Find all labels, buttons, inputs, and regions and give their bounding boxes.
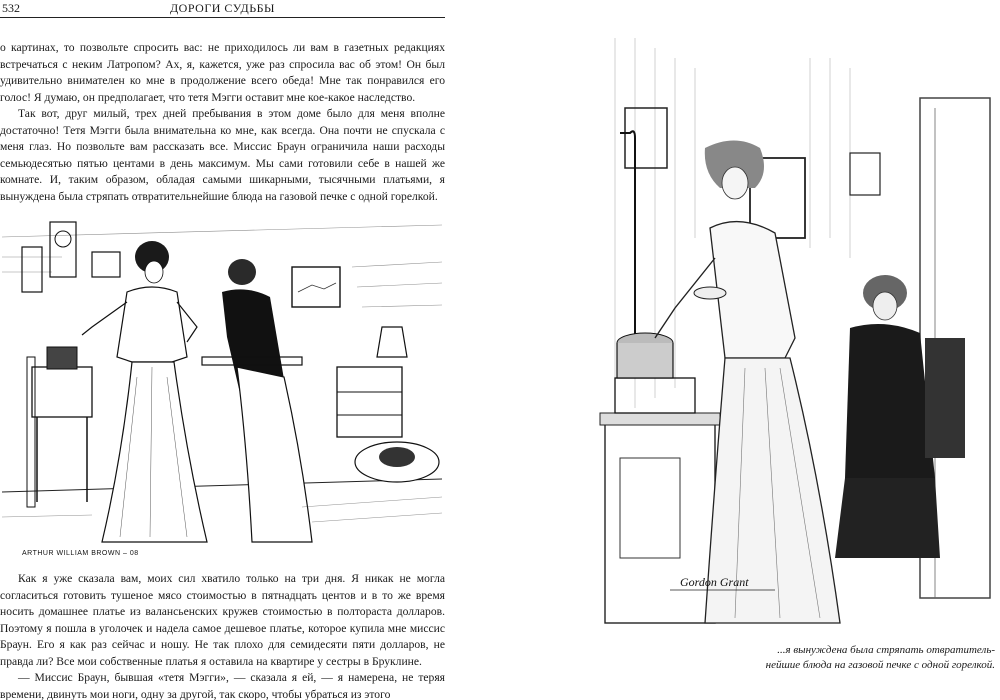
text-block-top: [0, 40, 445, 205]
illustration-signature: Gordon Grant: [680, 575, 749, 589]
paragraph: — Миссис Браун, бывшая «тетя Мэгги», — сказала я ей, — я намерена, не теряя времени, двинуть мои ноги, одну за другой, так скоро, чтобы убраться из этого: [0, 671, 445, 700]
caption-line: нейшие блюда на газовой печке с одной горелкой.: [765, 659, 995, 671]
right-illustration: [595, 38, 995, 628]
left-illustration: [2, 217, 442, 559]
page-number: 532: [2, 1, 20, 15]
paragraph: Как я уже сказала вам, моих сил хватило только на три дня. Я никак не могла согласиться готовить тушеное мясо стоимостью в пятнадцать центов и в то же время носить домашнее платье из валансьенских кружев стоимостью в полтораста долларов. Поэтому я пошла в уголочек и надела самое дешевое платье, которое купила мне миссис Браун. Его я как раз сейчас и ношу. Не так плохо для семидесяти пяти долларов, не правда ли? Все мои собственные платья я оставила на квартире у сестры в Бруклине.: [0, 572, 445, 668]
caption-line: ...я вынуждена была стряпать отвратитель-: [777, 644, 995, 656]
paragraph: о картинах, то позвольте спросить вас: не приходилось ли вам в газетных редакциях встречаться с неким Латропом? Ах, я, кажется, уже раз спросила вас об этом! Он был удивительно внимателен ко мне в продолжение всего обеда! Мне так понравился его голос! Я думаю, он предполагает, что тетя Мэгги оставит мне кое-какое наследство.: [0, 41, 445, 104]
illustration-signature: ARTHUR WILLIAM BROWN – 08: [22, 550, 139, 557]
illustration-caption: [735, 643, 995, 673]
text-block-bottom: [0, 571, 445, 700]
paragraph: Так вот, друг милый, трех дней пребывания в этом доме было для меня вполне достаточно! Тетя Мэгги была внимательна ко мне, как всегда. Она почти не спускала с меня глаз. Но позвольте вам рассказать все. Миссис Браун ограничила наши расходы семьюдесятью пятью центами в день максимум. Мы сами готовили себе в нашей же комнате. И, таким образом, обладая самыми шикарными, тысячными платьями, я вынуждена была стряпать отвратительнейшие блюда на газовой печке с одной горелкой.: [0, 107, 445, 203]
running-head: [0, 0, 445, 18]
book-title: ДОРОГИ СУДЬБЫ: [169, 1, 275, 15]
